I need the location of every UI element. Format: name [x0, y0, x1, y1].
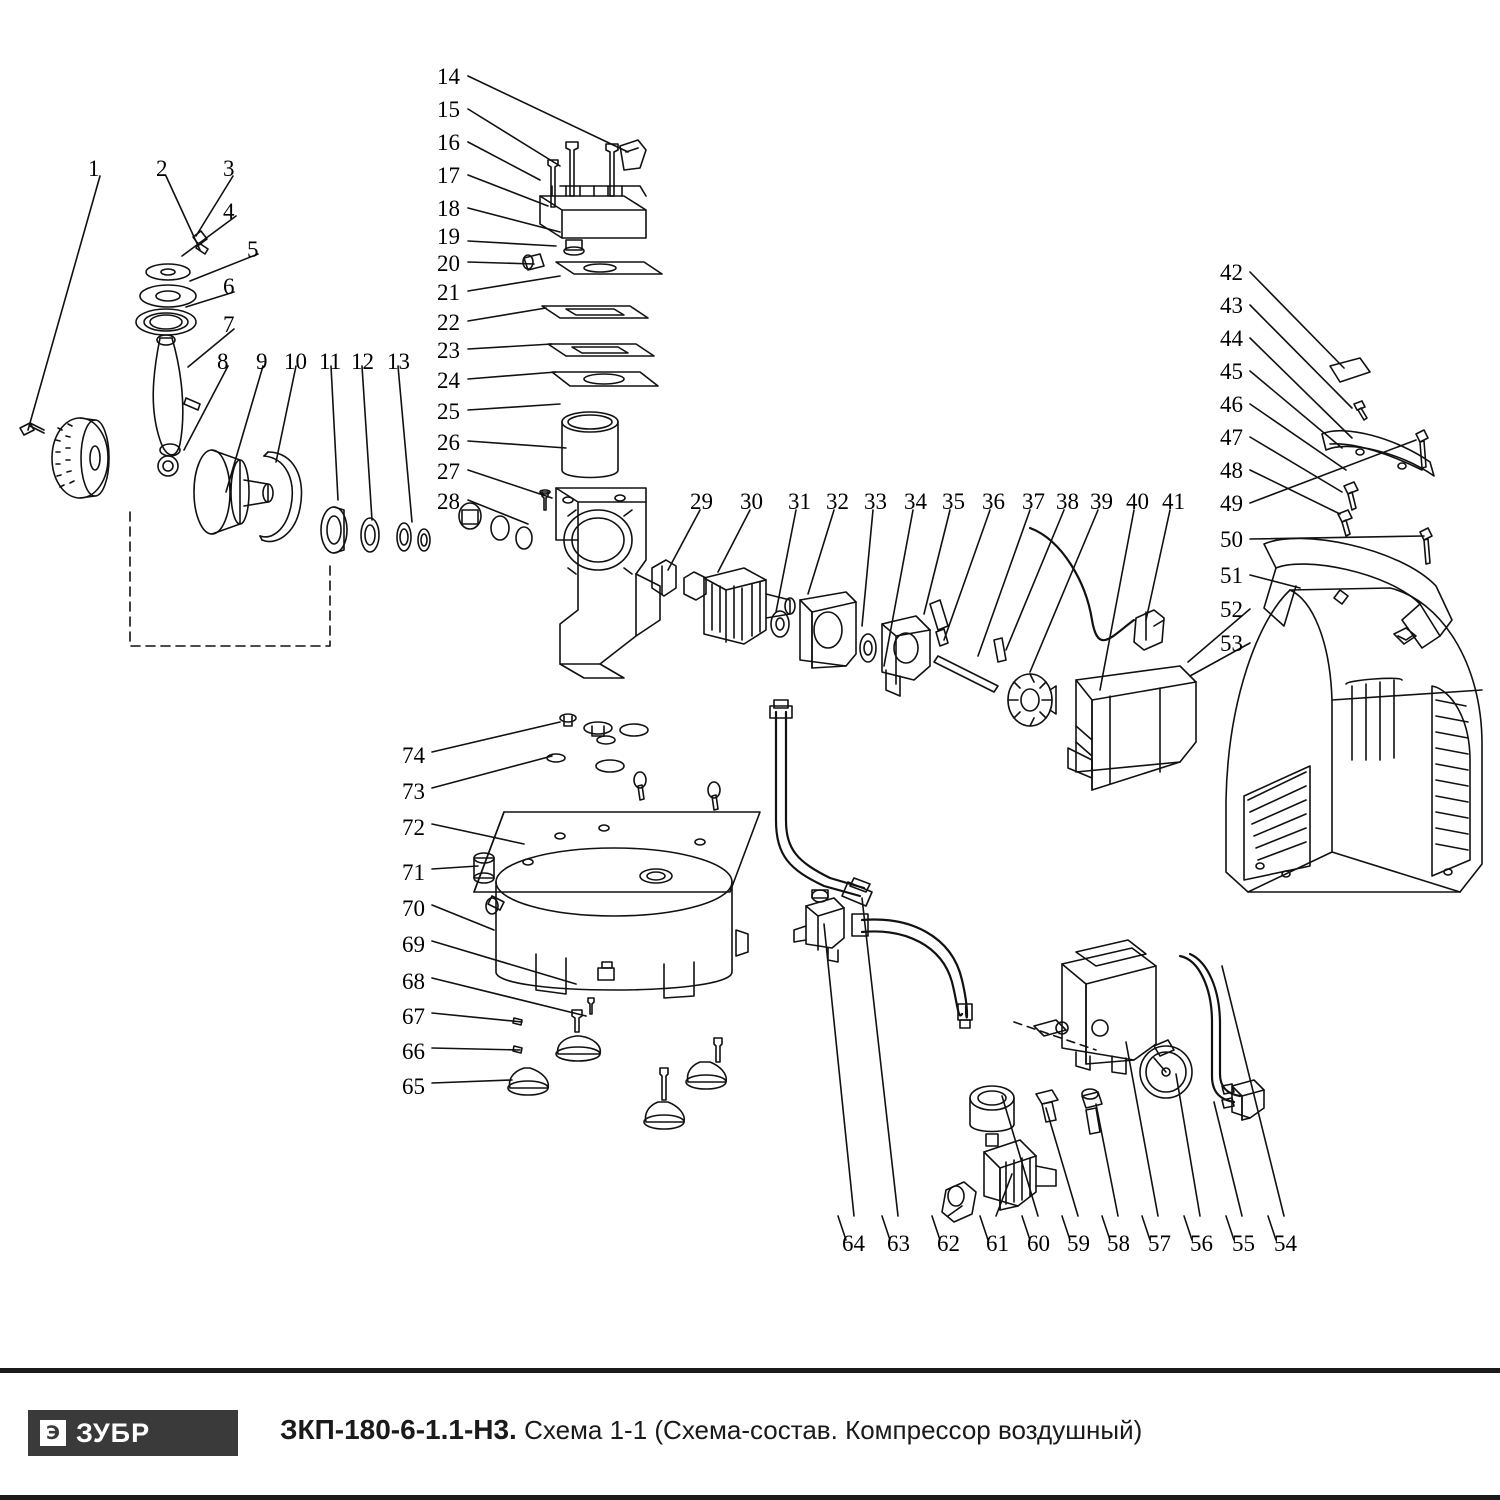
callout-42: 42 — [1220, 260, 1243, 285]
callout-13: 13 — [387, 349, 410, 374]
callout-69: 69 — [402, 932, 425, 957]
callout-28: 28 — [437, 489, 460, 514]
callout-3: 3 — [223, 156, 235, 181]
callout-18: 18 — [437, 196, 460, 221]
callout-72: 72 — [402, 815, 425, 840]
callout-41: 41 — [1162, 489, 1185, 514]
callout-34: 34 — [904, 489, 927, 514]
callout-8: 8 — [217, 349, 229, 374]
callout-29: 29 — [690, 489, 713, 514]
callout-9: 9 — [256, 349, 268, 374]
callout-33: 33 — [864, 489, 887, 514]
callout-37: 37 — [1022, 489, 1045, 514]
callout-11: 11 — [319, 349, 342, 374]
callout-74: 74 — [402, 743, 425, 768]
footer-caption — [280, 1414, 1142, 1446]
callout-39: 39 — [1090, 489, 1113, 514]
callout-19: 19 — [437, 224, 460, 249]
callout-38: 38 — [1056, 489, 1079, 514]
callout-66: 66 — [402, 1039, 425, 1064]
callout-2: 2 — [156, 156, 168, 181]
footer-divider-top — [0, 1368, 1500, 1373]
brand-arrow-icon: Э — [40, 1420, 66, 1446]
callout-22: 22 — [437, 310, 460, 335]
callout-10: 10 — [284, 349, 307, 374]
callout-27: 27 — [437, 459, 460, 484]
callout-31: 31 — [788, 489, 811, 514]
callout-53: 53 — [1220, 631, 1243, 656]
callout-32: 32 — [826, 489, 849, 514]
callout-1: 1 — [88, 156, 100, 181]
callout-55: 55 — [1232, 1231, 1255, 1256]
callout-20: 20 — [437, 251, 460, 276]
callout-64: 64 — [842, 1231, 865, 1256]
callout-62: 62 — [937, 1231, 960, 1256]
callout-51: 51 — [1220, 563, 1243, 588]
callout-49: 49 — [1220, 491, 1243, 516]
group-motor — [652, 510, 1196, 790]
callout-26: 26 — [437, 430, 460, 455]
footer — [0, 1368, 1500, 1500]
callout-14: 14 — [437, 64, 460, 89]
callout-54: 54 — [1274, 1231, 1297, 1256]
callout-70: 70 — [402, 896, 425, 921]
callout-24: 24 — [437, 368, 460, 393]
callout-68: 68 — [402, 969, 425, 994]
callout-48: 48 — [1220, 458, 1243, 483]
callout-6: 6 — [223, 274, 235, 299]
callout-57: 57 — [1148, 1231, 1171, 1256]
callout-17: 17 — [437, 163, 460, 188]
callout-40: 40 — [1126, 489, 1149, 514]
model-code: ЗКП-180-6-1.1-Н3. — [280, 1414, 517, 1445]
callout-73: 73 — [402, 779, 425, 804]
callout-44: 44 — [1220, 326, 1243, 351]
group-tank — [432, 714, 760, 1129]
callout-12: 12 — [351, 349, 374, 374]
callout-67: 67 — [402, 1004, 425, 1029]
callout-60: 60 — [1027, 1231, 1050, 1256]
callout-45: 45 — [1220, 359, 1243, 384]
callout-16: 16 — [437, 130, 460, 155]
callout-56: 56 — [1190, 1231, 1213, 1256]
callout-23: 23 — [437, 338, 460, 363]
brand-name: ЗУБР — [76, 1417, 151, 1448]
callout-50: 50 — [1220, 527, 1243, 552]
callout-15: 15 — [437, 97, 460, 122]
callout-25: 25 — [437, 399, 460, 424]
callout-21: 21 — [437, 280, 460, 305]
callout-59: 59 — [1067, 1231, 1090, 1256]
callout-65: 65 — [402, 1074, 425, 1099]
callout-4: 4 — [223, 199, 235, 224]
callout-63: 63 — [887, 1231, 910, 1256]
scheme-subtitle: Схема 1-1 (Схема-состав. Компрессор воздушный) — [524, 1415, 1143, 1445]
callout-5: 5 — [247, 237, 259, 262]
callout-7: 7 — [223, 312, 235, 337]
callout-30: 30 — [740, 489, 763, 514]
footer-divider-bottom — [0, 1495, 1500, 1500]
callout-61: 61 — [986, 1231, 1009, 1256]
callout-46: 46 — [1220, 392, 1243, 417]
callout-58: 58 — [1107, 1231, 1130, 1256]
callout-71: 71 — [402, 860, 425, 885]
callout-52: 52 — [1220, 597, 1243, 622]
callout-47: 47 — [1220, 425, 1243, 450]
group-plumbing — [770, 700, 1284, 1222]
callout-43: 43 — [1220, 293, 1243, 318]
brand-logo — [28, 1410, 238, 1456]
callout-36: 36 — [982, 489, 1005, 514]
group-cylinder-head — [459, 76, 662, 678]
callout-35: 35 — [942, 489, 965, 514]
